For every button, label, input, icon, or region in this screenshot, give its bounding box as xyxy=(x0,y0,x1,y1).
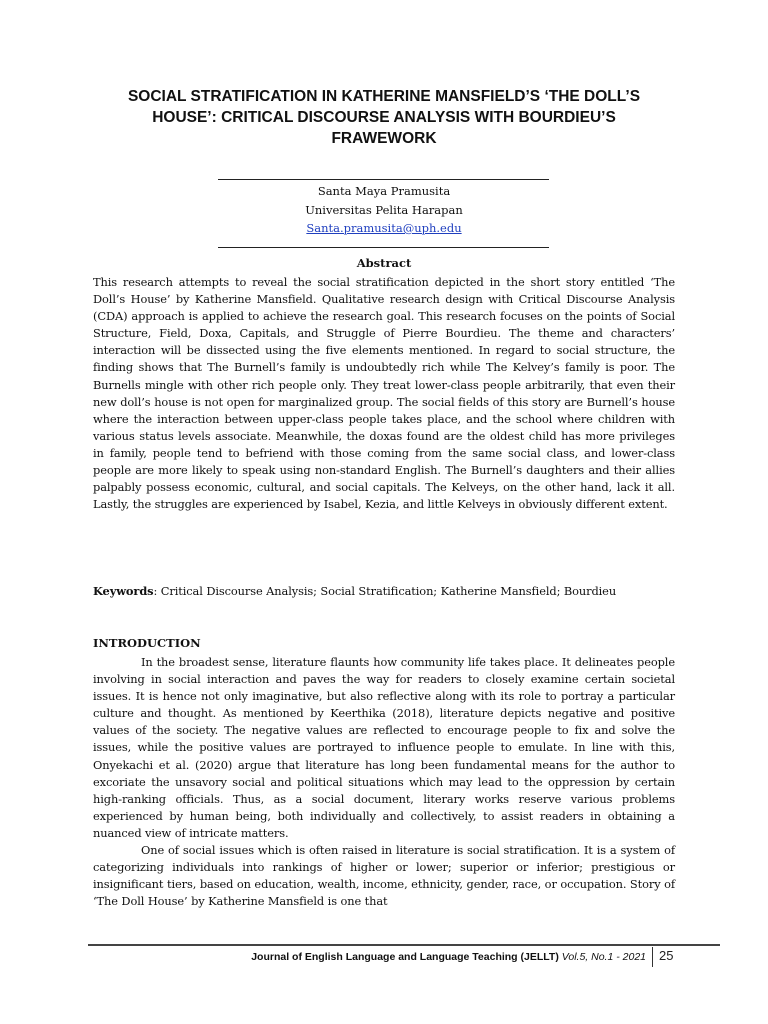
author-name: Santa Maya Pramusita xyxy=(317,184,451,198)
footer-rule xyxy=(88,944,720,946)
footer-citation xyxy=(251,951,646,963)
keywords-label: Keywords xyxy=(93,584,154,598)
abstract-text: This research attempts to reveal the social stratification depicted in the short story entitled ‘The Doll’s House’ by Katherine Mansfield. Qualitative research design with Critical Discourse Analysis (CDA) approach is applied to achieve the research goal. This research focuses on the points of Social Structure, Field, Doxa, Capitals, and Struggle of Pierre Bourdieu. The theme and characters’ interaction will be dissected using the five elements mentioned. In regard to social structure, the finding shows that The Burnell’s family is undoubtedly rich while The Kelvey’s family is poor. The Burnells mingle with other rich people only. They treat lower-class people arbitrarily, that even their new doll’s house is not open for marginalized group. The social fields of this story are Burnell’s house where the interaction between upper-class people takes place, and the school where children with various status levels associate. Meanwhile, the doxas found are the oldest child has more privileges in family, people tend to befriend with those coming from the same social class, and lower-class people are more likely to speak using non-standard English. The Burnell’s daughters and their allies palpably possess economic, cultural, and social capitals. The Kelveys, on the other hand, lack it all. Lastly, the struggles are experienced by Isabel, Kezia, and little Kelveys in obviously different extent. xyxy=(93,275,675,512)
paper-title: SOCIAL STRATIFICATION IN KATHERINE MANSFIELD’S ‘THE DOLL’S HOUSE’: CRITICAL DISCOURSE ANALYSIS WITH BOURDIEU’S FRAWEWORK xyxy=(127,88,641,147)
author-block-top-rule xyxy=(218,179,549,180)
introduction-heading: INTRODUCTION xyxy=(93,636,201,650)
keywords-line xyxy=(93,583,675,600)
footer-separator xyxy=(652,947,653,967)
keywords-text: : Critical Discourse Analysis; Social Stratification; Katherine Mansfield; Bourdieu xyxy=(153,584,617,598)
author-block-bottom-rule xyxy=(218,247,549,248)
introduction-paragraph: In the broadest sense, literature flaunts how community life takes place. It delineates people involving in social interaction and paves the way for readers to closely examine certain societal issues. It is hence not only imaginative, but also reflective along with its role to portray a particular culture and thought. As mentioned by Keerthika (2018), literature depicts negative and positive values of the society. The negative values are reflected to encourage people to fix and solve the issues, while the positive values are portrayed to influence people to emulate. In line with this, Onyekachi et al. (2020) argue that literature has long been fundamental means for the author to excoriate the unsavory social and political situations which may lead to the oppression by certain high-ranking officials. Thus, as a social document, literary works reserve various problems experienced by human being, both individually and collectively, to assist readers in obtaining a nuanced view of intricate matters. xyxy=(93,655,675,840)
introduction-paragraph: One of social issues which is often raised in literature is social stratification. It is a system of categorizing individuals into rankings of higher or lower; superior or inferior; prestigious or insignificant tiers, based on education, wealth, income, ethnicity, gender, race, or occupation. Story of ‘The Doll House’ by Katherine Mansfield is one that xyxy=(93,843,675,909)
page-number: 25 xyxy=(659,948,674,963)
introduction-body xyxy=(93,654,675,910)
author-email-link[interactable]: Santa.pramusita@uph.edu xyxy=(306,221,462,235)
author-affiliation: Universitas Pelita Harapan xyxy=(305,203,463,217)
footer-journal: Journal of English Language and Language Teaching (JELLT) xyxy=(251,951,559,963)
footer-volume: Vol.5, No.1 - 2021 xyxy=(561,951,646,963)
abstract-heading: Abstract xyxy=(356,256,412,270)
author-email-line xyxy=(100,220,668,237)
